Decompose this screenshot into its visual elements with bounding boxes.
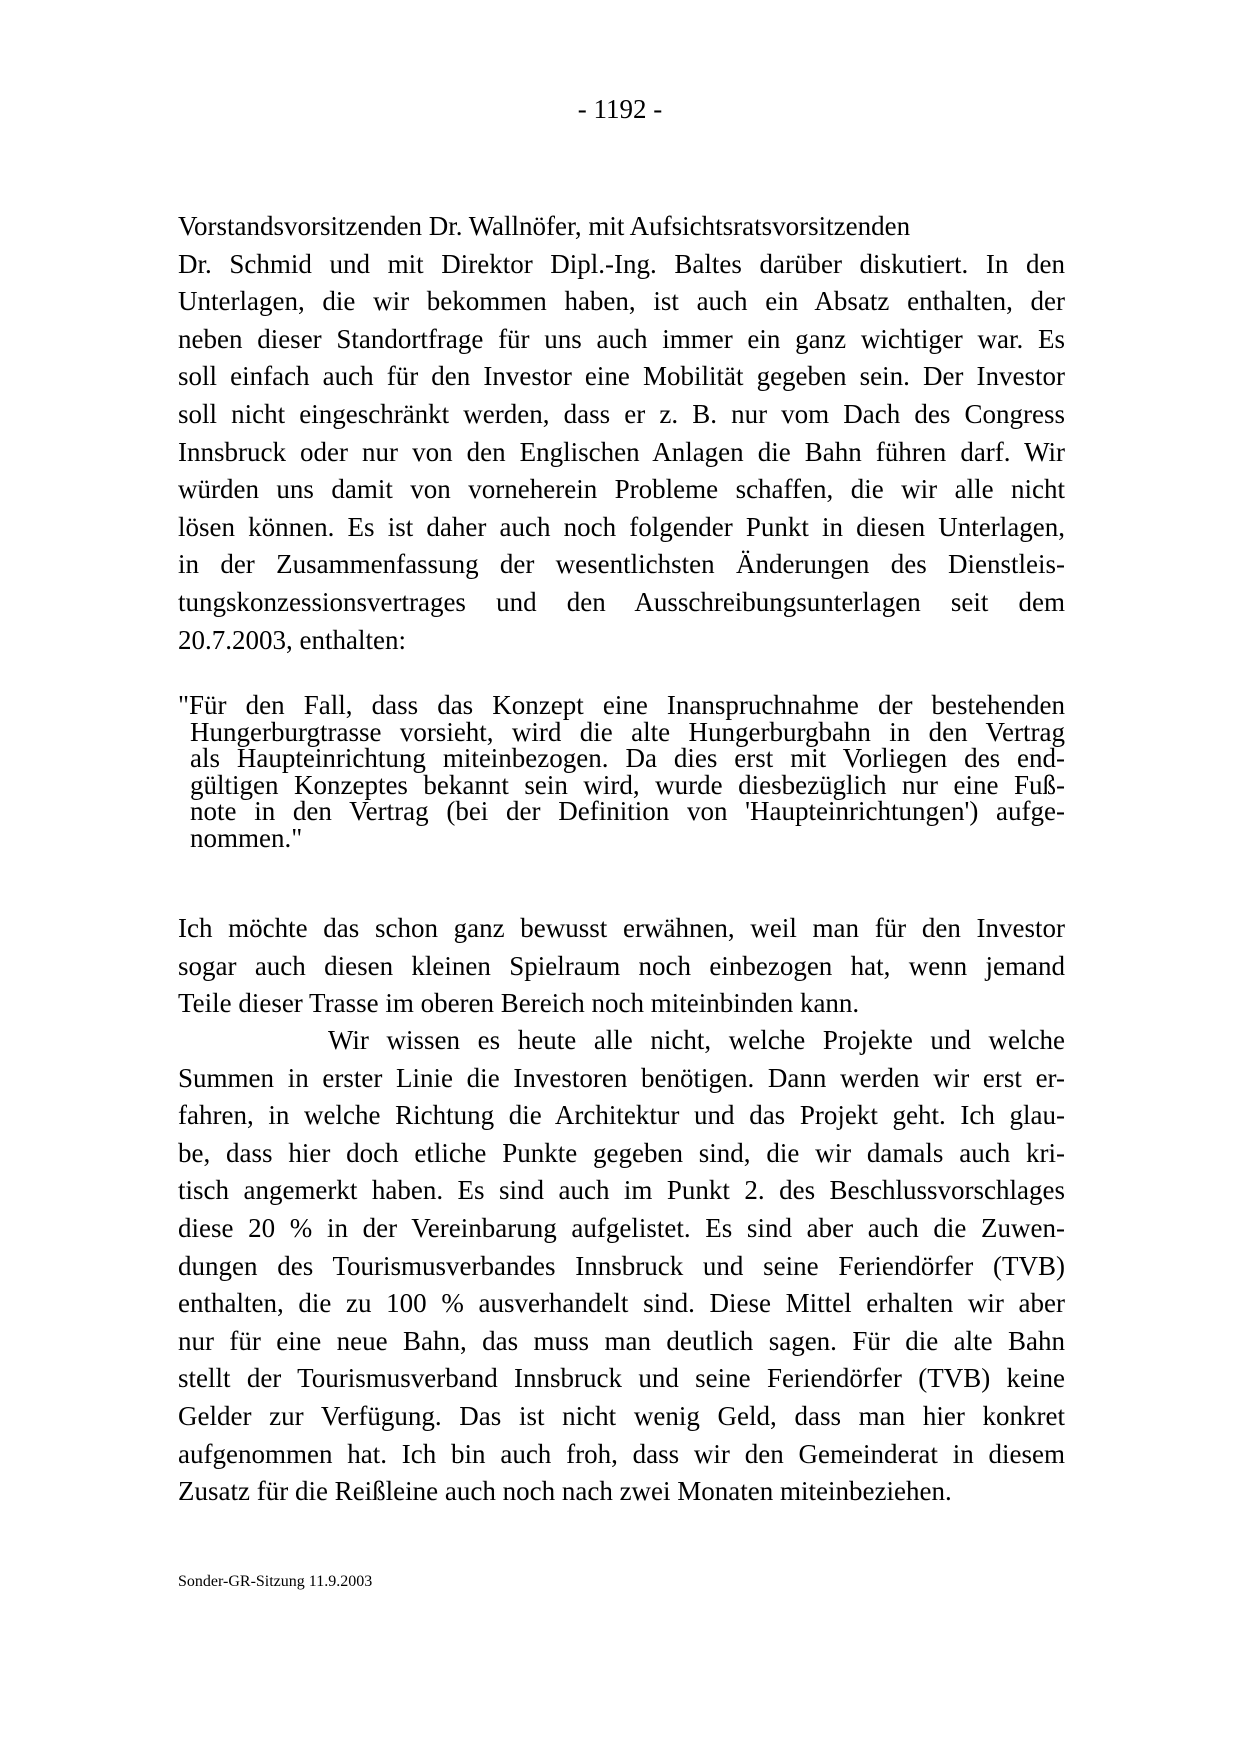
- text-line: Gelder zur Verfügung. Das ist nicht wenig Geld, dass man hier konkret: [178, 1400, 1065, 1431]
- text-line: Teile dieser Trasse im oberen Bereich noch miteinbinden kann.: [178, 988, 860, 1019]
- text-line: fahren, in welche Richtung die Architektur und das Projekt geht. Ich glau-: [178, 1100, 1065, 1131]
- text-line: Zusatz für die Reißleine auch noch nach zwei Monaten miteinbeziehen.: [178, 1476, 952, 1507]
- text-line: Vorstandsvorsitzenden Dr. Wallnöfer, mit Aufsichtsratsvorsitzenden: [178, 211, 911, 241]
- quote-line: nommen.": [190, 822, 303, 853]
- text-line: Wir wissen es heute alle nicht, welche Projekte und welche: [328, 1025, 1065, 1055]
- quote-line: gültigen Konzeptes bekannt sein wird, wurde diesbezüglich nur eine Fuß-: [190, 769, 1065, 800]
- page-number: - 1192 -: [577, 94, 663, 124]
- text-line: Dr. Schmid und mit Direktor Dipl.-Ing. Baltes darüber diskutiert. In den: [178, 248, 1065, 279]
- text-line: stellt der Tourismusverband Innsbruck und seine Feriendörfer (TVB) keine: [178, 1363, 1065, 1394]
- text-line: würden uns damit von vorneherein Probleme schaffen, die wir alle nicht: [178, 474, 1065, 505]
- text-line: in der Zusammenfassung der wesentlichsten Änderungen des Dienstleis-: [178, 549, 1065, 580]
- text-line: aufgenommen hat. Ich bin auch froh, dass wir den Gemeinderat in diesem: [178, 1438, 1065, 1469]
- text-line: Ich möchte das schon ganz bewusst erwähnen, weil man für den Investor: [178, 913, 1065, 943]
- footer-session-note: Sonder-GR-Sitzung 11.9.2003: [178, 1573, 373, 1590]
- text-line: sogar auch diesen kleinen Spielraum noch einbezogen hat, wenn jemand: [178, 950, 1065, 981]
- text-line: diese 20 % in der Vereinbarung aufgelistet. Es sind aber auch die Zuwen-: [178, 1212, 1065, 1243]
- quote-line: als Haupteinrichtung miteinbezogen. Da dies erst mit Vorliegen des end-: [190, 743, 1065, 774]
- quote-line: note in den Vertrag (bei der Definition von 'Haupteinrichtungen') aufge-: [190, 796, 1065, 827]
- text-line: soll einfach auch für den Investor eine Mobilität gegeben sein. Der Investor: [178, 361, 1065, 392]
- quote-line: "Für den Fall, dass das Konzept eine Inanspruchnahme der bestehenden: [178, 690, 1065, 720]
- text-line: tungskonzessionsvertrages und den Ausschreibungsunterlagen seit dem: [178, 586, 1065, 617]
- block-quote: [178, 692, 1065, 852]
- text-line: tisch angemerkt haben. Es sind auch im Punkt 2. des Beschlussvorschlages: [178, 1175, 1065, 1206]
- text-line: enthalten, die zu 100 % ausverhandelt sind. Diese Mittel erhalten wir aber: [178, 1288, 1065, 1319]
- paragraph-2: [178, 910, 1065, 1023]
- paragraph-1: [178, 208, 1065, 659]
- quote-line: Hungerburgtrasse vorsieht, wird die alte Hungerburgbahn in den Vertrag: [190, 716, 1065, 747]
- text-line: 20.7.2003, enthalten:: [178, 624, 406, 655]
- text-line: lösen können. Es ist daher auch noch folgender Punkt in diesen Unterlagen,: [178, 511, 1065, 542]
- paragraph-3: [178, 1022, 1065, 1511]
- text-line: Summen in erster Linie die Investoren benötigen. Dann werden wir erst er-: [178, 1062, 1065, 1093]
- text-line: Innsbruck oder nur von den Englischen Anlagen die Bahn führen darf. Wir: [178, 436, 1065, 467]
- text-line: soll nicht eingeschränkt werden, dass er z. B. nur vom Dach des Congress: [178, 398, 1065, 429]
- text-line: Unterlagen, die wir bekommen haben, ist auch ein Absatz enthalten, der: [178, 286, 1065, 317]
- text-line: nur für eine neue Bahn, das muss man deutlich sagen. Für die alte Bahn: [178, 1325, 1065, 1356]
- text-line: dungen des Tourismusverbandes Innsbruck und seine Feriendörfer (TVB): [178, 1250, 1065, 1281]
- text-line: neben dieser Standortfrage für uns auch immer ein ganz wichtiger war. Es: [178, 323, 1065, 354]
- text-line: be, dass hier doch etliche Punkte gegeben sind, die wir damals auch kri-: [178, 1137, 1065, 1168]
